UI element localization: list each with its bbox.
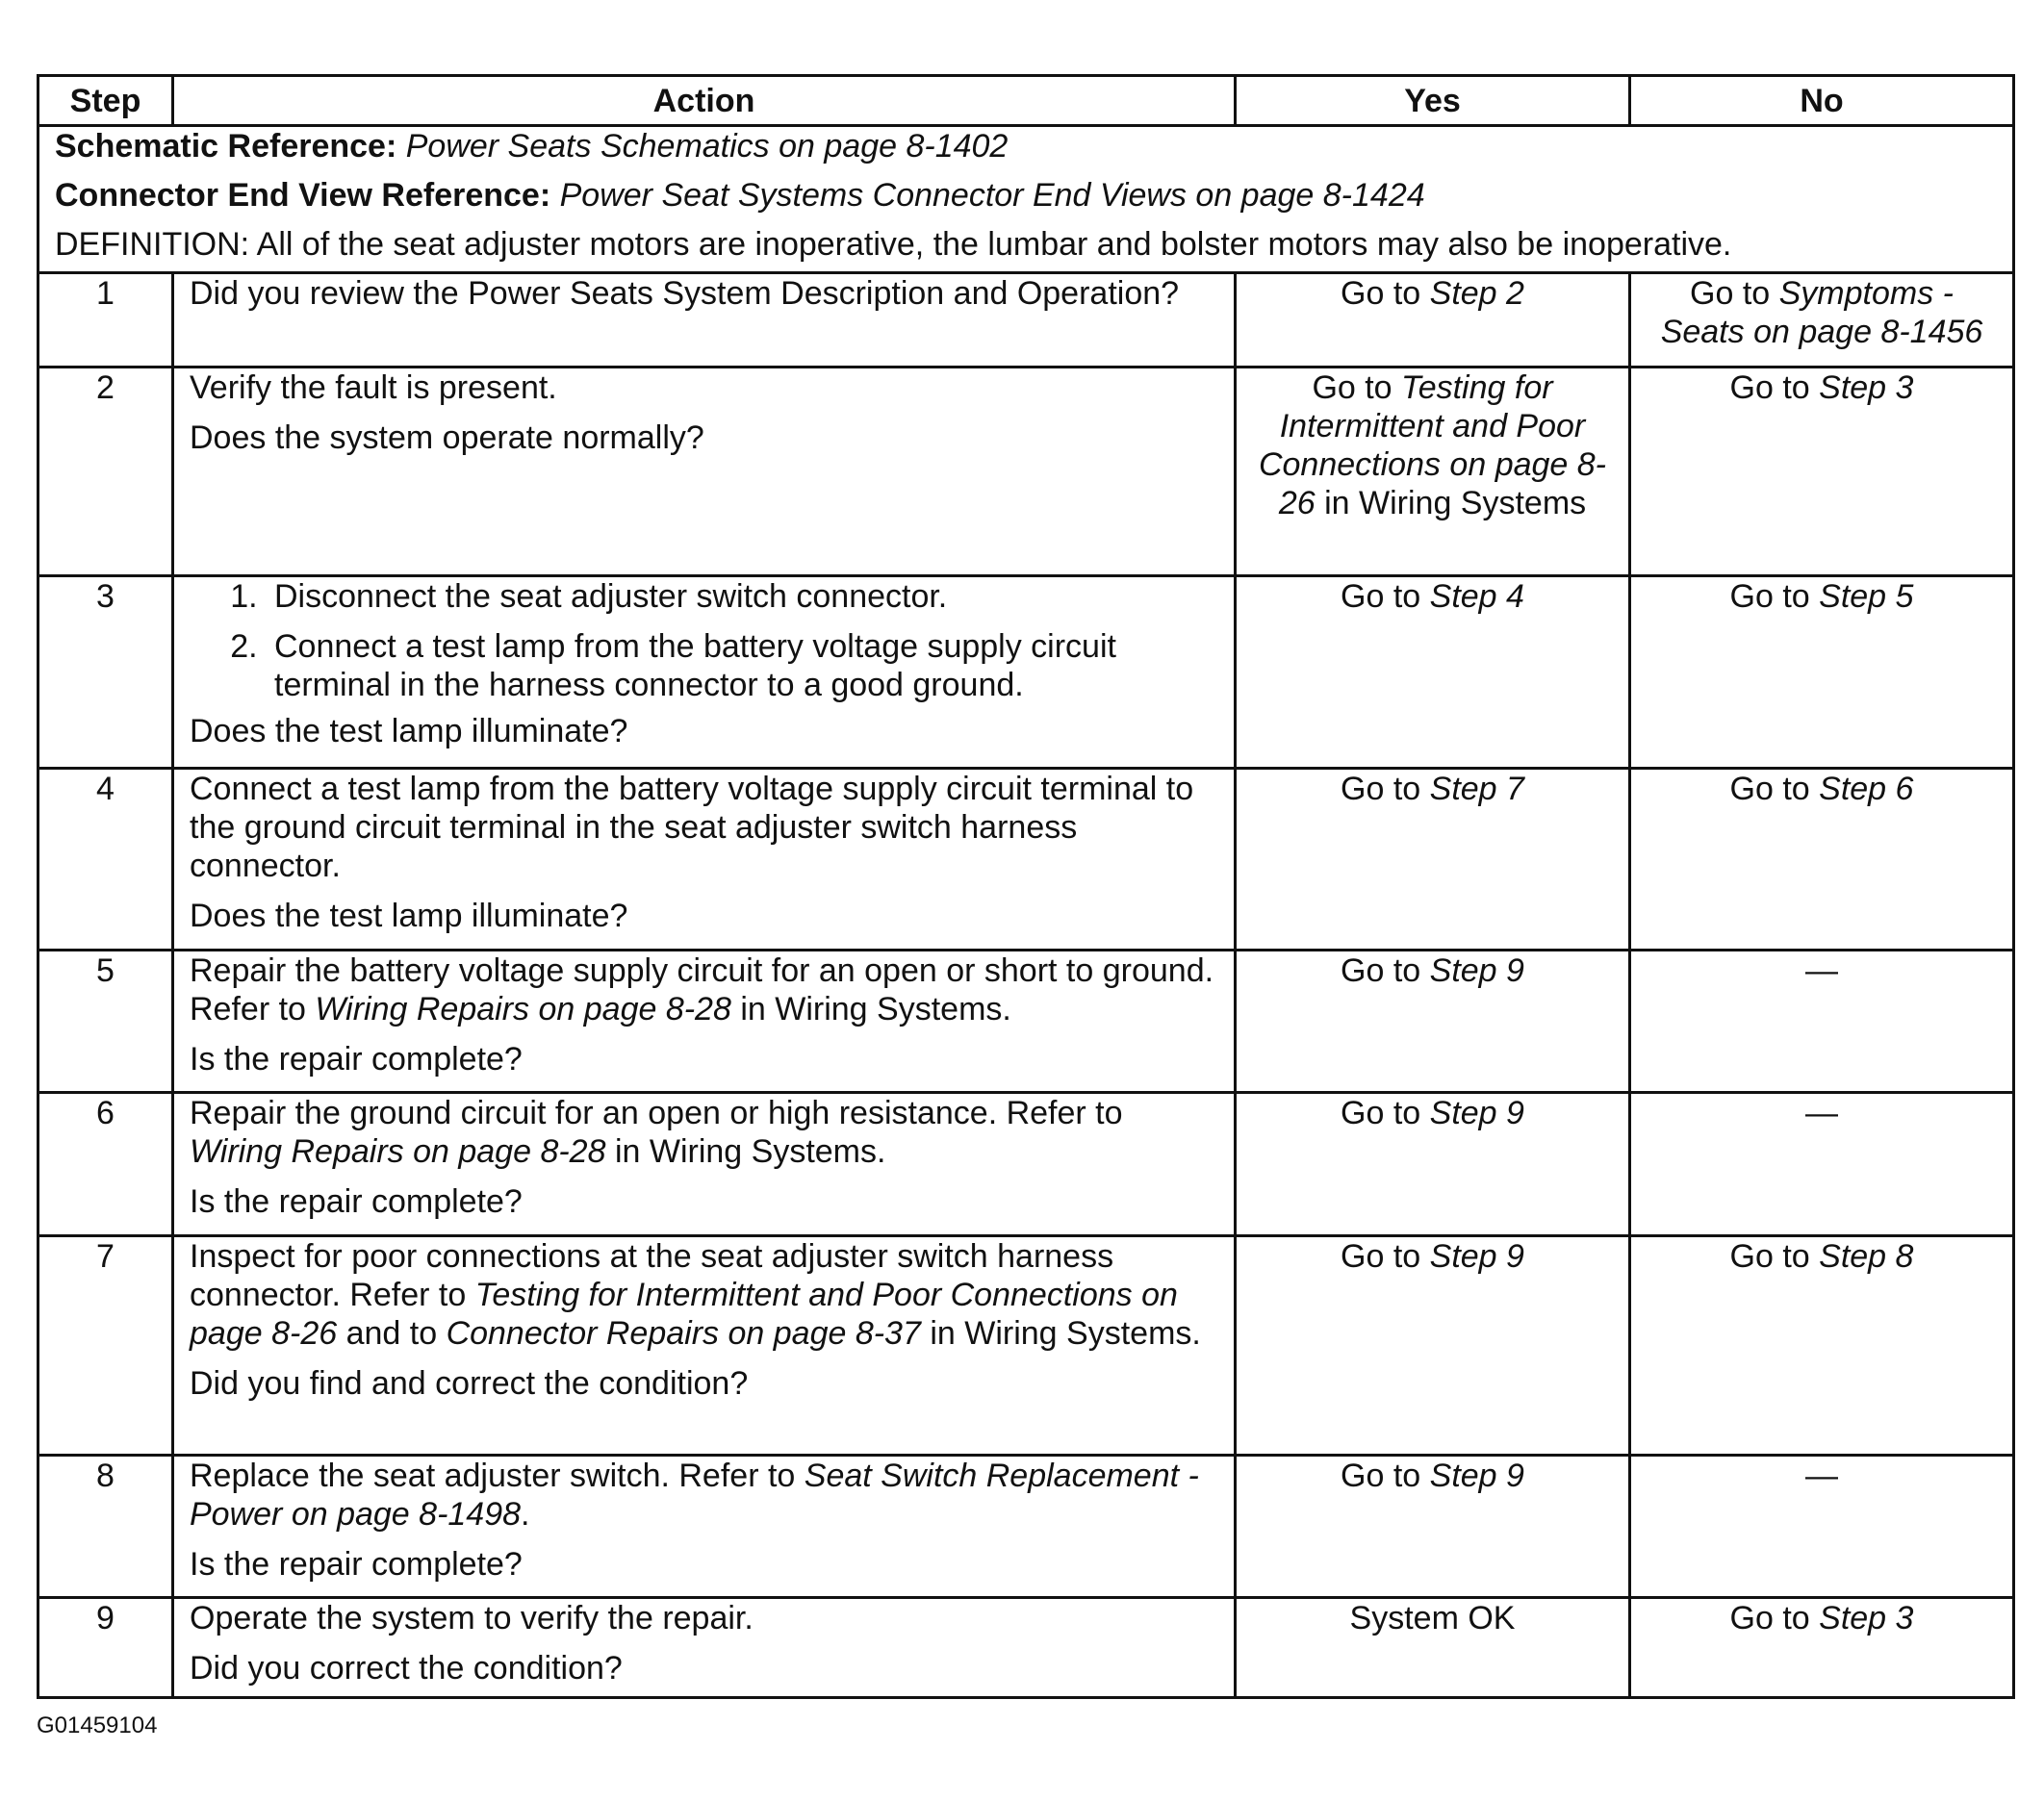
action-question: Is the repair complete?: [190, 1041, 523, 1078]
action-text: [190, 1094, 1218, 1171]
action-cell: [173, 273, 1236, 368]
no-prefix: Go to: [1690, 275, 1779, 312]
yes-prefix: Go to: [1341, 952, 1430, 989]
action-text-part: Inspect for poor connections at the seat adjuster switch harness connector. Refer to: [190, 1238, 1114, 1313]
substep-item: 1. Disconnect the seat adjuster switch connector.: [267, 577, 1218, 616]
table-row: [38, 1456, 2014, 1598]
table-row: [38, 1093, 2014, 1236]
yes-link[interactable]: Testing for Intermittent and Poor Connections on page 8-26: [1258, 369, 1607, 521]
header-yes: Yes: [1236, 76, 1630, 126]
table-row: [38, 951, 2014, 1093]
connector-reference-link[interactable]: Power Seat Systems Connector End Views on page 8-1424: [559, 177, 1425, 214]
action-text-part: in Wiring Systems.: [730, 991, 1011, 1027]
table-row: [38, 368, 2014, 576]
action-question: Does the test lamp illuminate?: [190, 713, 628, 749]
no-cell: [1630, 1456, 2014, 1598]
no-cell: [1630, 1236, 2014, 1456]
yes-cell: [1236, 368, 1630, 576]
no-cell: [1630, 368, 2014, 576]
action-cell: [173, 576, 1236, 769]
reference-cell: [38, 126, 2014, 273]
action-question: Did you correct the condition?: [190, 1650, 623, 1687]
diagnostic-table: [37, 74, 2015, 1699]
schematic-reference: [55, 127, 1997, 176]
no-link[interactable]: Step 5: [1819, 578, 1914, 615]
step-number: 4: [38, 769, 173, 951]
step-number: 1: [38, 273, 173, 368]
seat-switch-replacement-link[interactable]: Seat Switch Replacement - Power on page 8-1498: [190, 1458, 1199, 1533]
yes-link[interactable]: Step 4: [1429, 578, 1524, 615]
yes-prefix: Go to: [1341, 1238, 1430, 1275]
action-question: Does the system operate normally?: [190, 419, 704, 456]
action-cell: [173, 1456, 1236, 1598]
wiring-repairs-link[interactable]: Wiring Repairs on page 8-28: [315, 991, 731, 1027]
definition-text: DEFINITION: All of the seat adjuster motors are inoperative, the lumbar and bolster motors may also be inoperative.: [55, 226, 1732, 263]
yes-cell: [1236, 273, 1630, 368]
wiring-repairs-link[interactable]: Wiring Repairs on page 8-28: [190, 1133, 606, 1170]
action-text-part: Repair the ground circuit for an open or high resistance. Refer to: [190, 1095, 1123, 1131]
substep-list: [190, 577, 1218, 704]
yes-cell: [1236, 1236, 1630, 1456]
no-link[interactable]: Step 3: [1819, 1600, 1914, 1636]
no-cell: [1630, 769, 2014, 951]
no-link[interactable]: Symptoms - Seats on page 8-1456: [1660, 275, 1983, 350]
no-cell: [1630, 273, 2014, 368]
step-number: 2: [38, 368, 173, 576]
schematic-reference-label: Schematic Reference:: [55, 128, 397, 165]
connector-reference-label: Connector End View Reference:: [55, 177, 551, 214]
step-number: 3: [38, 576, 173, 769]
yes-link[interactable]: Step 9: [1429, 1458, 1524, 1494]
yes-link[interactable]: Step 9: [1429, 952, 1524, 989]
yes-prefix: Go to: [1341, 771, 1430, 807]
step-number: 8: [38, 1456, 173, 1598]
action-text-part: in Wiring Systems.: [920, 1315, 1201, 1352]
yes-prefix: Go to: [1341, 578, 1430, 615]
yes-prefix: Go to: [1341, 1095, 1430, 1131]
table-row: [38, 769, 2014, 951]
yes-link[interactable]: Step 2: [1429, 275, 1524, 312]
table-row: [38, 1598, 2014, 1698]
action-cell: [173, 1598, 1236, 1698]
schematic-reference-link[interactable]: Power Seats Schematics on page 8-1402: [405, 128, 1009, 165]
action-text: [190, 1237, 1218, 1353]
no-dash: —: [1805, 1458, 1838, 1494]
yes-suffix: in Wiring Systems: [1315, 485, 1587, 521]
no-cell: [1630, 951, 2014, 1093]
yes-cell: [1236, 1456, 1630, 1598]
yes-link[interactable]: Step 7: [1429, 771, 1524, 807]
yes-prefix: Go to: [1341, 275, 1430, 312]
action-text-part: Replace the seat adjuster switch. Refer to: [190, 1458, 805, 1494]
action-text: [190, 951, 1218, 1028]
no-cell: [1630, 1093, 2014, 1236]
yes-cell: [1236, 951, 1630, 1093]
action-text: [190, 1457, 1218, 1534]
action-cell: [173, 1093, 1236, 1236]
no-dash: —: [1805, 1095, 1838, 1131]
step-number: 6: [38, 1093, 173, 1236]
connector-reference: [55, 176, 1997, 225]
table-row: [38, 576, 2014, 769]
yes-prefix: Go to: [1341, 1458, 1430, 1494]
action-text-part: in Wiring Systems.: [605, 1133, 886, 1170]
action-cell: [173, 368, 1236, 576]
yes-cell: [1236, 1093, 1630, 1236]
substep-item: 2. Connect a test lamp from the battery voltage supply circuit terminal in the harness connector to a good ground.: [267, 627, 1218, 704]
yes-link[interactable]: Step 9: [1429, 1238, 1524, 1275]
no-link[interactable]: Step 6: [1819, 771, 1914, 807]
action-text-part: and to: [337, 1315, 447, 1352]
no-dash: —: [1805, 952, 1838, 989]
yes-cell: [1236, 769, 1630, 951]
action-cell: [173, 1236, 1236, 1456]
yes-prefix: Go to: [1312, 369, 1402, 406]
yes-cell: [1236, 1598, 1630, 1698]
action-question: Does the test lamp illuminate?: [190, 898, 628, 934]
step-number: 7: [38, 1236, 173, 1456]
table-row: [38, 1236, 2014, 1456]
table-row: [38, 273, 2014, 368]
action-text: Did you review the Power Seats System Description and Operation?: [190, 275, 1180, 312]
figure-id: G01459104: [37, 1712, 158, 1738]
no-prefix: Go to: [1729, 369, 1820, 406]
action-cell: [173, 951, 1236, 1093]
no-cell: [1630, 1598, 2014, 1698]
action-text: Connect a test lamp from the battery voltage supply circuit terminal to the ground circuit terminal in the seat adjuster switch harness connector.: [190, 771, 1194, 884]
action-text: Verify the fault is present.: [190, 369, 557, 406]
header-row: [38, 76, 2014, 126]
connector-repairs-link[interactable]: Connector Repairs on page 8-37: [446, 1315, 921, 1352]
action-text: Operate the system to verify the repair.: [190, 1600, 754, 1636]
no-prefix: Go to: [1729, 1238, 1820, 1275]
no-prefix: Go to: [1729, 578, 1820, 615]
header-step: Step: [38, 76, 173, 126]
action-text-part: Repair the battery voltage supply circuit for an open or short to ground. Refer to: [190, 952, 1214, 1027]
action-question: Is the repair complete?: [190, 1546, 523, 1583]
yes-link[interactable]: Step 9: [1429, 1095, 1524, 1131]
no-cell: [1630, 576, 2014, 769]
step-number: 9: [38, 1598, 173, 1698]
yes-value: System OK: [1349, 1600, 1516, 1636]
reference-row: [38, 126, 2014, 273]
action-text-part: .: [521, 1496, 530, 1533]
no-prefix: Go to: [1729, 1600, 1820, 1636]
action-question: Did you find and correct the condition?: [190, 1365, 749, 1402]
action-question: Is the repair complete?: [190, 1183, 523, 1220]
yes-cell: [1236, 576, 1630, 769]
header-no: No: [1630, 76, 2014, 126]
no-link[interactable]: Step 3: [1819, 369, 1914, 406]
no-prefix: Go to: [1729, 771, 1820, 807]
no-link[interactable]: Step 8: [1819, 1238, 1914, 1275]
action-cell: [173, 769, 1236, 951]
header-action: Action: [173, 76, 1236, 126]
step-number: 5: [38, 951, 173, 1093]
testing-intermittent-link[interactable]: Testing for Intermittent and Poor Connections on page 8-26: [190, 1277, 1178, 1352]
